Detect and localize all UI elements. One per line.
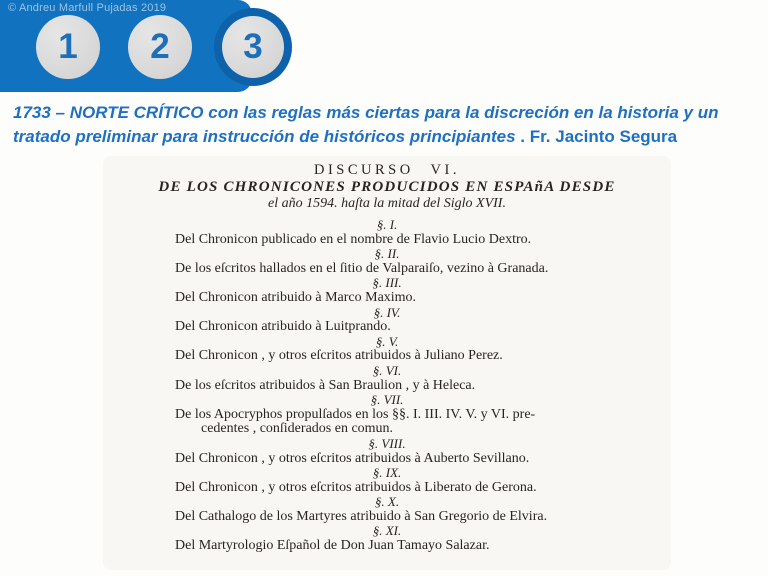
header-banner [0, 0, 263, 92]
section-marker: §. V. [375, 333, 399, 349]
section-marker: §. X. [374, 494, 400, 510]
slide-title-author: Fr. Jacinto Segura [529, 126, 678, 146]
section-marker: §. III. [372, 275, 402, 291]
section-text: Del Chronicon , y otros eſcritos atribuidos à Juliano Perez. [175, 348, 503, 364]
section-text: Del Martyrologio Eſpañol de Don Juan Tamayo Salazar. [175, 538, 490, 554]
section-marker: §. II. [374, 246, 400, 262]
section-text: De los eſcritos hallados en el ſitio de Valparaiſo, vezino à Granada. [175, 260, 549, 276]
scan-heading: DISCURSO VI. [313, 162, 460, 178]
copyright-text: © Andreu Marfull Pujadas 2019 [8, 2, 167, 14]
book-page-scan [103, 156, 671, 570]
section-text: cedentes , conſiderados en comun. [201, 421, 394, 437]
toc-list [103, 218, 671, 554]
section-marker: §. IX. [372, 465, 402, 481]
scan-dateline: el año 1594. haſta la mitad del Siglo XVII. [268, 196, 506, 211]
section-marker: §. I. [376, 217, 398, 232]
section-marker: §. VIII. [368, 435, 406, 451]
step-circle-2 [128, 15, 192, 79]
section-marker: §. IV. [373, 304, 401, 320]
section-text: Del Chronicon atribuido à Luitprando. [175, 319, 391, 335]
scan-subheading: DE LOS CHRONICONES PRODUCIDOS EN ESPAñA DESDE [158, 179, 616, 195]
slide-title-separator: . [515, 126, 530, 146]
step-number-3: 3 [243, 26, 263, 66]
step-circle-3 [222, 16, 284, 78]
slide-title-italic: 1733 – NORTE CRÍTICO con las reglas más ciertas para la discreción en la historia y un tratado preliminar para instrucción de históricos principiantes [13, 103, 719, 146]
section-text: De los eſcritos atribuidos à San Braulion , y à Heleca. [175, 377, 476, 393]
section-marker: §. XI. [372, 523, 402, 539]
section-text: Del Cathalogo de los Martyres atribuido à San Gregorio de Elvira. [175, 508, 548, 524]
section-marker: §. VI. [372, 362, 402, 378]
section-text: Del Chronicon , y otros eſcritos atribuidos à Liberato de Gerona. [175, 479, 537, 495]
section-text: Del Chronicon , y otros eſcritos atribuidos à Auberto Sevillano. [175, 450, 530, 466]
section-text: De los Apocryphos propulſados en los §§. I. III. IV. V. y VI. pre- [175, 406, 536, 422]
slide-title [13, 101, 761, 149]
step-circle-1 [36, 15, 100, 79]
section-text: Del Chronicon atribuido à Marco Maximo. [175, 289, 417, 305]
section-marker: §. VII. [370, 392, 404, 408]
step-number-2: 2 [150, 26, 170, 66]
step-number-1: 1 [58, 26, 78, 66]
section-text: Del Chronicon publicado en el nombre de Flavio Lucio Dextro. [175, 231, 532, 247]
